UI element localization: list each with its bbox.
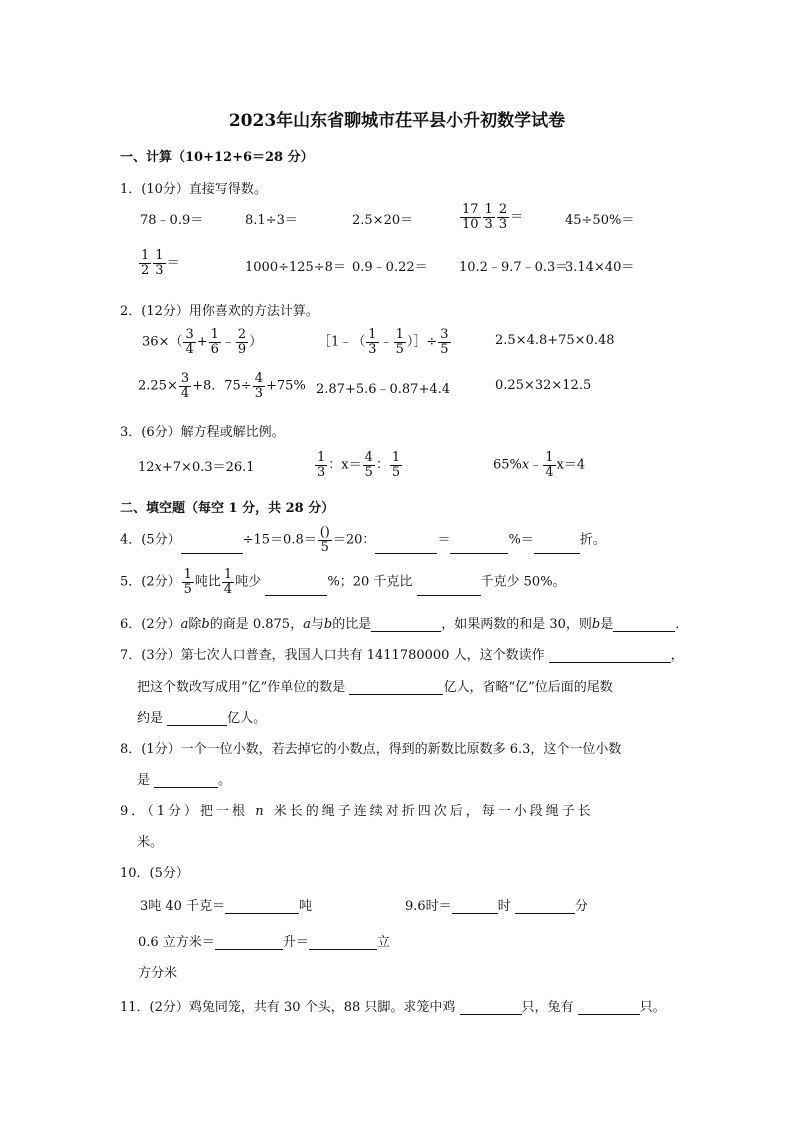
question-9-line-2: 米。 <box>137 835 164 850</box>
question-3-heading: 3．(6分）解方程或解比例。 <box>120 425 285 440</box>
q1-item-5: 45÷50%＝ <box>565 213 635 228</box>
answer-blank[interactable] <box>578 1000 640 1015</box>
answer-blank[interactable] <box>450 539 508 554</box>
q1-item-4: $\frac{17}{10}$ $\frac{1}{3}$ $\frac{2}{3}$ ＝ <box>462 202 524 232</box>
q10-item-3: 0.6 立方米＝ 升＝ 立 <box>138 935 390 950</box>
question-9-line-1: 9．（1分）把一根 n 米长的绳子连续对折四次后，每一小段绳子长 <box>120 804 594 819</box>
question-7-line-3: 约是 亿人。 <box>137 711 267 726</box>
answer-blank[interactable] <box>349 680 443 695</box>
answer-blank[interactable] <box>417 581 481 596</box>
answer-blank[interactable] <box>534 539 580 554</box>
q1-item-9: 10.2﹣9.7﹣0.3＝ <box>459 260 569 275</box>
question-11: 11．(2分）鸡兔同笼，共有 30 个头，88 只脚。求笼中鸡 只，兔有 只。 <box>120 1000 666 1015</box>
q2-expression-6: 0.25×32×12.5 <box>495 378 592 393</box>
answer-blank[interactable] <box>225 899 299 914</box>
answer-blank[interactable] <box>215 935 283 950</box>
answer-blank[interactable] <box>181 539 243 554</box>
q10-item-2: 9.6时＝ 时 分 <box>405 899 588 914</box>
q10-item-3-continued: 方分米 <box>138 966 178 981</box>
q2-expression-3: 2.5×4.8+75×0.48 <box>495 333 615 348</box>
question-1-heading: 1．(10分）直接写得数。 <box>120 182 267 197</box>
question-7-line-1: 7．(3分）第七次人口普查，我国人口共有 1411780000 人，这个数读作 ， <box>120 648 684 663</box>
q10-item-1: 3吨 40 千克＝ 吨 <box>140 899 313 914</box>
answer-blank[interactable] <box>452 899 498 914</box>
section-2-heading: 二、填空题（每空 1 分，共 28 分） <box>120 501 335 516</box>
page-title: 2023年山东省聊城市茌平县小升初数学试卷 <box>228 111 566 131</box>
answer-blank[interactable] <box>613 617 675 632</box>
q1-item-6: $\frac{1}{2}$ $\frac{1}{3}$ ＝ <box>141 248 180 278</box>
q1-item-1: 78﹣0.9＝ <box>140 213 204 228</box>
answer-blank[interactable] <box>375 539 437 554</box>
q3-equation-1: 12x+7×0.3＝26.1 <box>138 460 255 475</box>
q2-expression-2: ［1﹣（ $\frac{1}{3}$ ﹣ $\frac{1}{5}$ ）］÷ $\frac{3}{5}$ <box>318 327 449 357</box>
question-6: 6．(2分）a除b的商是 0.875，a与b的比是 ，如果两数的和是 30，则b是 ． <box>120 617 689 632</box>
answer-blank[interactable] <box>371 617 441 632</box>
question-8-line-2: 是 。 <box>137 773 232 788</box>
q2-expression-1: 36×（ $\frac{3}{4}$ + $\frac{1}{6}$ ﹣ $\frac{2}{9}$ ） <box>142 327 263 357</box>
q1-item-3: 2.5×20＝ <box>352 213 414 228</box>
q3-equation-3: 65%x﹣ $\frac{1}{4}$ x＝4 <box>493 450 586 480</box>
question-10-heading: 10．(5分） <box>120 866 189 881</box>
q1-item-2: 8.1÷3＝ <box>245 213 298 228</box>
q1-item-10: 3.14×40＝ <box>565 260 635 275</box>
q2-expression-5: 2.87+5.6﹣0.87+4.4 <box>316 382 451 397</box>
answer-blank[interactable] <box>154 773 218 788</box>
q1-item-7: 1000÷125÷8＝ <box>245 260 346 275</box>
question-4: 4．(5分） ÷15＝0.8＝ $\frac{()}{5}$ ＝20： ＝ %＝ 折。 <box>120 525 606 555</box>
answer-blank[interactable] <box>265 581 327 596</box>
answer-blank[interactable] <box>167 711 227 726</box>
answer-blank[interactable] <box>515 899 575 914</box>
answer-blank[interactable] <box>549 648 671 663</box>
question-5: 5．(2分） $\frac{1}{5}$ 吨比 $\frac{1}{4}$ 吨少 %；20 千克比 千克少 50%。 <box>120 567 566 597</box>
question-2-heading: 2．(12分）用你喜欢的方法计算。 <box>120 304 319 319</box>
q3-equation-2: $\frac{1}{3}$ ：x＝ $\frac{4}{5}$ ： $\frac{1}{5}$ <box>317 450 401 480</box>
answer-blank[interactable] <box>460 1000 522 1015</box>
question-7-line-2: 把这个数改写成用“亿”作单位的数是 亿人，省略“亿”位后面的尾数 <box>137 680 613 695</box>
question-8-line-1: 8．(1分）一个一位小数，若去掉它的小数点，得到的新数比原数多 6.3，这个一位小数 <box>120 742 622 757</box>
answer-blank[interactable] <box>309 935 377 950</box>
q2-expression-4: 2.25× $\frac{3}{4}$ +8．75÷ $\frac{4}{3}$ +75% <box>138 371 306 401</box>
section-1-heading: 一、计算（10+12+6＝28 分） <box>120 150 314 165</box>
q1-item-8: 0.9﹣0.22＝ <box>352 260 428 275</box>
